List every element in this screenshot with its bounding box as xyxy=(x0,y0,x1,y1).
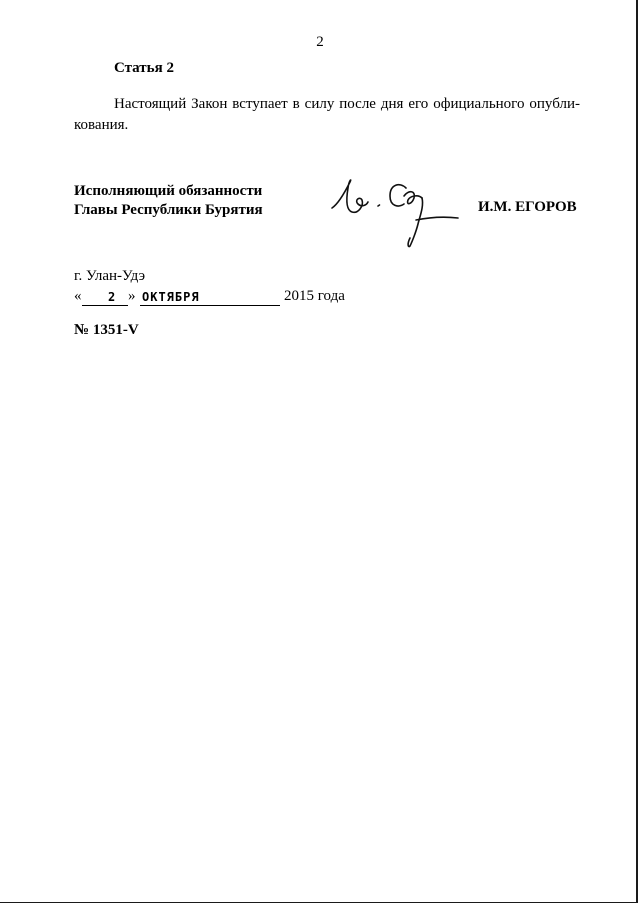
law-number: № 1351-V xyxy=(74,322,139,338)
date-day-stamp: 2 xyxy=(108,290,117,304)
date-day-underline xyxy=(82,288,128,306)
city: г. Улан-Удэ xyxy=(74,268,146,284)
article-title: Статья 2 xyxy=(114,60,174,76)
article-body-line-2: кования. xyxy=(74,117,129,133)
date-month-stamp: ОКТЯБРЯ xyxy=(142,290,200,304)
signatory-title-line-1: Исполняющий обязанности xyxy=(74,183,263,199)
date-quote-close: » xyxy=(128,288,136,304)
signer-name: И.М. ЕГОРОВ xyxy=(478,199,577,215)
signatory-title xyxy=(74,182,263,220)
date-year: 2015 года xyxy=(284,288,345,304)
article-body xyxy=(74,94,580,136)
page-number: 2 xyxy=(316,34,324,50)
article-body-line-1: Настоящий Закон вступает в силу после дня его официального опубли- xyxy=(114,96,580,112)
date-quote-open: « xyxy=(74,288,82,304)
signatory-title-line-2: Главы Республики Бурятия xyxy=(74,202,263,218)
handwritten-signature xyxy=(328,166,468,250)
